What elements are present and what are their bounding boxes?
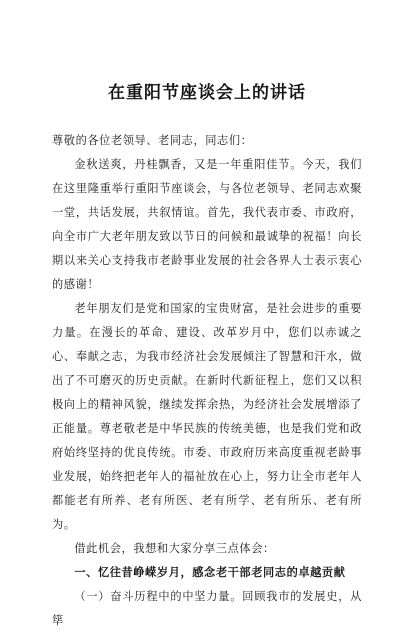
subsection-1-text: （一）奋斗历程中的中坚力量。回顾我市的发展史，从筚 [52, 590, 362, 627]
section-heading-1: 一、忆往昔峥嵘岁月，感念老干部老同志的卓越贡献 [74, 566, 346, 579]
salutation: 尊敬的各位老领导、老同志，同志们： [52, 134, 253, 147]
paragraph-2: 老年朋友们是党和国家的宝贵财富，是社会进步的重要力量。在漫长的革命、建设、改革岁月中，您们以赤诚之心、奉献之志，为我市经济社会发展倾注了智慧和汗水，做出了不可磨灭的历史贡献。在新时代新征程上，您们又以积极向上的精神风貌，继续发挥余热，为经济社会发展增添了正能量。尊老敬老是中华民族的传统美德，也是我们党和政府始终坚持的优良传统。市委、市政府历来高度重视老龄事业发展，始终把老年人的福祉放在心上，努力让全市老年人都能老有所养、老有所医、老有所学、老有所乐、老有所为。 [52, 302, 362, 531]
paragraph-1: 金秋送爽，丹桂飘香，又是一年重阳佳节。今天，我们在这里隆重举行重阳节座谈会，与各位老领导、老同志欢聚一堂，共话发展，共叙情谊。首先，我代表市委、市政府，向全市广大老年朋友致以节日的问候和最诚挚的祝福！向长期以来关心支持我市老龄事业发展的社会各界人士表示衷心的感谢！ [52, 158, 362, 291]
document-title: 在重阳节座谈会上的讲话 [108, 83, 306, 103]
paragraph-3: 借此机会，我想和大家分享三点体会： [74, 542, 275, 555]
